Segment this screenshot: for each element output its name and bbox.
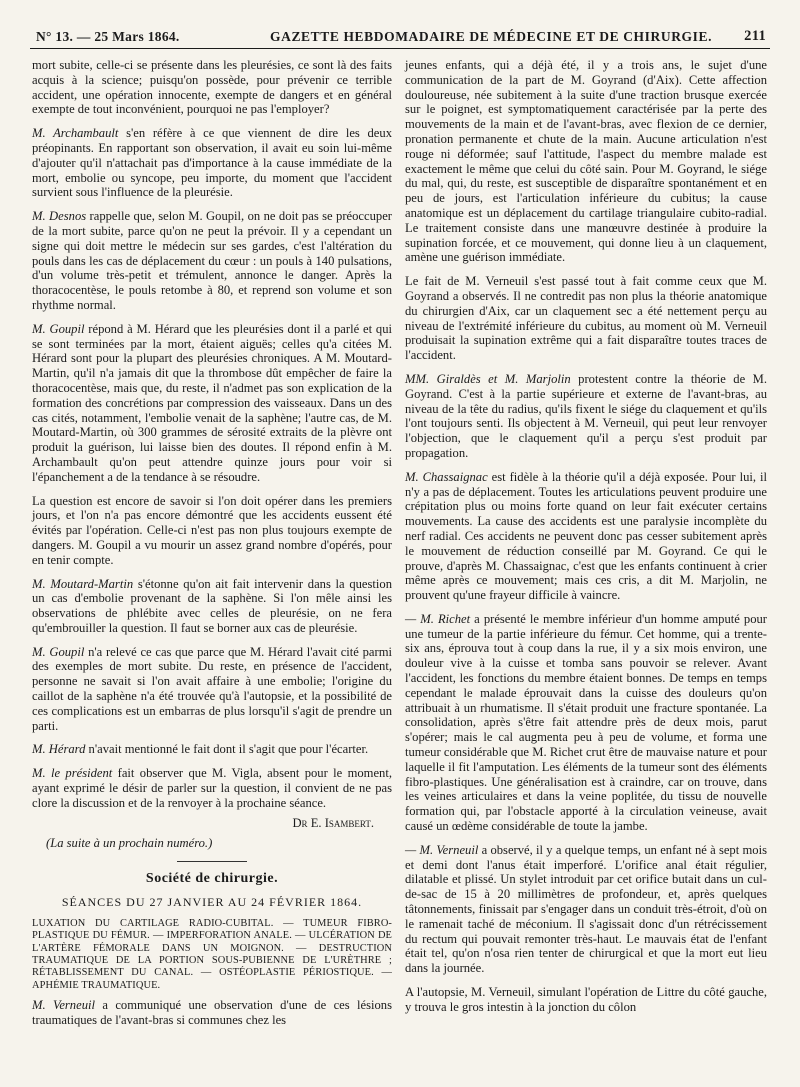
paragraph: — M. Verneuil a observé, il y a quelque temps, un enfant né à sept mois et demi dont l'anus était imperforé. L'orifice anal était régulier, dilatable et plissé. Un stylet introduit par cet orifice butait dans un cul-de-sac de 15 à 20 millimètres de profondeur, et, après quelques tâtonnements, finissait par s'engager dans un conduit très-étroit, d'où on le ramenait taché de méconium. Il s'agissait donc d'un rétrécissement du rectum qui pouvait remonter très-haut. Le mauvais état de l'enfant était tel, qu'on n'osa rien tenter de chirurgical et que la mort eut lieu dans la journée. xyxy=(405,842,767,976)
paragraph: M. Hérard n'avait mentionné le fait dont il s'agit que pour l'écarter. xyxy=(32,742,369,757)
paragraph: M. Goupil n'a relevé ce cas que parce que M. Hérard l'avait cité parmi des exemples de mort subite. Du reste, en présence de l'accident, personne ne savait si l'on avait affaire à une embolie; l'origine du caillot de la saphène n'a été trouvée qu'à l'autopsie, et la possibilité de ces complications est un embarras de plus lorsqu'il s'agit de prendre un parti. xyxy=(32,644,392,733)
paragraph: M. le président fait observer que M. Vigla, absent pour le moment, ayant exprimé le désir de parler sur la question, il convient de ne pas clore la discussion et de la renvoyer à la prochaine séance. xyxy=(32,766,392,810)
paragraph: M. Archambault s'en réfère à ce que viennent de dire les deux préopinants. En rapportant son observation, il avait eu soin lui-même d'ajouter qu'il n'attachait pas d'importance à la cause immédiate de la mort, embolie ou syncope, peu importe, du moment que l'accident survient sous l'influence de la pleurésie. xyxy=(32,126,392,200)
paragraph: mort subite, celle-ci se présente dans les pleurésies, ce sont là des faits acquis à la science; puisqu'on possède, pour prévenir ce terrible accident, une opération innocente, exempte de dangers et en général exempte de tout inconvénient, pourquoi ne pas l'employer? xyxy=(32,58,392,117)
section-summary: LUXATION DU CARTILAGE RADIO-CUBITAL. — TUMEUR FIBRO-PLASTIQUE DU FÉMUR. — IMPERFORATION ANALE. — ULCÉRATION DE L'ARTÈRE FÉMORALE DANS UN MOIGNON. — DESTRUCTION TRAUMATIQUE DE LA PORTION SOUS-PUBIENNE DE L'URÈTHRE ; RÉTABLISSEMENT DU CANAL. — OSTÉOPLASTIE PÉRIOSTIQUE. — APHÉMIE TRAUMATIQUE. xyxy=(32,917,392,991)
paragraph: Le fait de M. Verneuil s'est passé tout à fait comme ceux que M. Goyrand a observés. Il ne contredit pas non plus la théorie anatomique du chirurgien d'Aix, car un claquement sec a été nettement perçu au niveau de l'extrémité inférieure du cubitus, au moment où M. Verneuil produisait la supination extrême qui a fait disparaître toutes traces de l'accident. xyxy=(405,274,767,363)
paragraph: M. Desnos rappelle que, selon M. Goupil, on ne doit pas se préoccuper de la mort subite, parce qu'on ne peut la prévoir. Il y a cependant un signe qui doit mettre le médecin sur ses gardes, c'est l'altération du pouls dans les cas de déplacement du cœur : un pouls à 140 pulsations, d'un volume très-petit et trémulent, annonce le danger. Après la thoracocentèse, le pouls retombe à 80, et reprend son volume et son rhythme normal. xyxy=(32,209,392,312)
continuation-note: (La suite à un prochain numéro.) xyxy=(46,836,213,851)
paragraph: A l'autopsie, M. Verneuil, simulant l'opération de Littre du côté gauche, y trouva le gros intestin à la jonction du côlon xyxy=(405,985,767,1014)
page-number: 211 xyxy=(744,28,766,44)
paragraph: — M. Richet a présenté le membre inférieur d'un homme amputé pour une tumeur de la partie inférieure du fémur. Cet homme, qui a trente-six ans, éprouva tout à coup dans la rue, il y a six mois environ, une douleur vive à la cuisse et tomba sans pouvoir se relever. Avant l'accident, les fonctions du membre étaient bonnes. De temps en temps cependant le malade éprouvait dans la cuisse des douleurs qu'on attribuait à un rhumatisme. Il s'était produit une fracture spontanée. La consolidation, après s'être fait attendre près de deux mois, parut s'opérer; mais le cal augmenta peu à peu de volume, et forma une tumeur considérable que M. Richet crut être de mauvaise nature et pour laquelle il fit l'amputation. Les éléments de la tumeur sont des éléments fibro-plastiques. Une généralisation est à craindre, car on trouve, dans les veines articulaires et dans la veine poplitée, du tissu de nouvelle formation qui, par l'obstacle apporté à la circulation veineuse, avait causé un œdème considérable de toute la jambe. xyxy=(405,611,767,834)
paragraph: M. Goupil répond à M. Hérard que les pleurésies dont il a parlé et qui se sont terminées par la mort, étaient aiguës; celles qu'a citées M. Hérard sont pour la plupart des pleurésies chroniques. A M. Moutard-Martin, qu'il n'a jamais dit que la thrombose dût empêcher de faire la thoracocentèse, mais que, du reste, il n'admet pas son explication de la formation des concrétions par compression des vaisseaux. Dans un des cas cités, notamment, l'embolie venait de la saphène; l'autre cas, de M. Moutard-Martin, où 300 grammes de sérosité extraits de la plèvre ont produit la guérison, lui laisse bien des doutes. Il répond enfin à M. Archambault qu'on peut attendre quinze jours pour voir si l'épanchement a de la tendance à se résoudre. xyxy=(32,321,393,484)
right-column xyxy=(405,58,767,1024)
journal-title: GAZETTE HEBDOMADAIRE DE MÉDECINE ET DE CHIRURGIE. xyxy=(270,29,713,44)
section-dates: SÉANCES DU 27 JANVIER AU 24 FÉVRIER 1864. xyxy=(61,895,363,910)
paragraph: M. Chassaignac est fidèle à la théorie qu'il a déjà exposée. Pour lui, il n'y a pas de déplacement. Toutes les articulations peuvent produire une crépitation plus ou moins forte quand on leur fait exécuter certains mouvements. La cause des accidents est une paralysie incomplète du nerf radial. Ces accidents ne peuvent donc pas cesser subitement après le mouvement de réduction conseillé par M. Goyrand. Ce qui le prouve, d'après M. Chassaignac, c'est que les enfants continuent à crier même après ce mouvement; mais ces cris, a dit M. Marjolin, ne prouvent qu'une frayeur difficile à vaincre. xyxy=(405,469,768,603)
paragraph: La question est encore de savoir si l'on doit opérer dans les premiers jours, et l'on n'a pas encore démontré que les accidents eussent été évités par l'opération. Celle-ci n'est pas non plus toujours exempte de dangers. M. Goupil a vu mourir un assez grand nombre d'opérés, pour en tenir compte. xyxy=(32,493,392,567)
left-column xyxy=(32,58,392,1037)
paragraph: M. Verneuil a communiqué une observation d'une de ces lésions traumatiques de l'avant-bras si communes chez les xyxy=(32,998,393,1028)
author-signature: Dr E. Isambert. xyxy=(292,815,374,830)
paragraph: M. Moutard-Martin s'étonne qu'on ait fait intervenir dans la question un cas d'embolie provenant de la saphène. Si l'on mêle ainsi les observations de phlébite avec celles de pleurésie, on ne fera qu'embrouiller la question. Il faut se borner aux cas de pleurésie. xyxy=(32,576,393,635)
issue-number: N° 13. — 25 Mars 1864. xyxy=(36,29,180,44)
paragraph: MM. Giraldès et M. Marjolin protestent contre la théorie de M. Goyrand. C'est à la partie supérieure et externe de l'avant-bras, au niveau de la tête du radius, qu'ils fixent le siége du claquement et qu'ils l'ont toujours senti. Ils objectent à M. Verneuil, qui peut leur renvoyer l'objection, que le claquement qu'il a perçu s'est produit par propagation. xyxy=(405,371,768,460)
section-divider xyxy=(177,861,247,862)
running-header xyxy=(30,28,770,49)
section-title: Société de chirurgie. xyxy=(145,871,279,887)
paragraph: jeunes enfants, qui a déjà été, il y a trois ans, le sujet d'une communication de la part de M. Goyrand (d'Aix). Cette affection douloureuse, née subitement à la suite d'une traction brusque exercée sur le poignet, est symptomatiquement caractérisée par la perte des mouvements de la main et de l'avant-bras, avec flexion de ce dernier, pronation permanente et chute de la main. Aucune articulation n'est rouge ni déformée; sauf l'attitude, l'aspect du membre malade est exactement le même que celui du côté sain. Pour M. Goyrand, le siége du mal, qui, du reste, est susceptible de disparaître spontanément et en peu de jours, est l'articulation inférieure du cubitus; la cause anatomique est un déplacement du cartilage triangulaire cubito-radial. Le traitement consiste dans une manœuvre destinée à produire la supination forcée, et ce mouvement, qui donne lieu à un claquement, amène une guérison immédiate. xyxy=(405,58,767,265)
